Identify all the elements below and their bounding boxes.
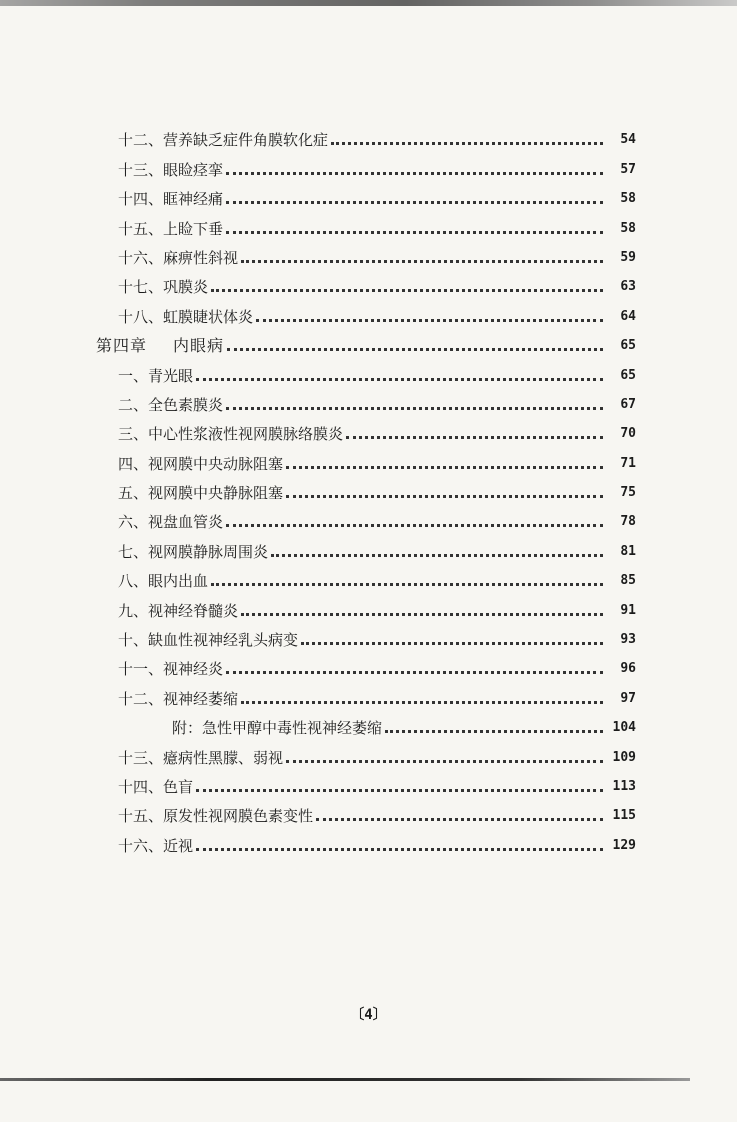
dot-leader: [241, 701, 603, 704]
toc-entry[interactable]: [96, 620, 636, 649]
chapter-number: 第四章: [96, 336, 148, 356]
toc-entry[interactable]: [96, 502, 636, 531]
toc-entry-title: 二、全色素膜炎: [118, 395, 224, 414]
toc-entry-page: 63: [620, 279, 636, 295]
toc-entry-page: 97: [620, 690, 636, 706]
toc-entry-page: 67: [620, 396, 636, 412]
toc-entry-title: 十四、眶神经痛: [118, 190, 224, 209]
toc-entry-page: 96: [620, 661, 636, 677]
dot-leader: [226, 231, 603, 234]
page-number: 〔4〕: [350, 1007, 387, 1023]
toc-entry[interactable]: [96, 531, 636, 560]
dot-leader: [226, 407, 603, 410]
dot-leader: [241, 613, 603, 616]
dot-leader: [226, 671, 603, 674]
toc-entry-page: 109: [612, 749, 636, 765]
dot-leader: [226, 201, 603, 204]
toc-entry-page: 81: [620, 543, 636, 559]
toc-entry-title: 九、视神经脊髓炎: [118, 601, 239, 620]
dot-leader: [331, 142, 603, 145]
toc-entry[interactable]: [96, 796, 636, 825]
toc-entry-page: 115: [612, 808, 636, 824]
toc-entry-page: 78: [620, 514, 636, 530]
scan-edge-bottom: [0, 1078, 690, 1081]
dot-leader: [211, 289, 603, 292]
toc-entry[interactable]: [96, 179, 636, 208]
toc-entry-page: 71: [620, 455, 636, 471]
toc-entry-page: 58: [620, 191, 636, 207]
toc-entry-page: 64: [620, 308, 636, 324]
dot-leader: [256, 319, 603, 322]
toc-entry-title: 十六、麻痹性斜视: [118, 248, 239, 267]
toc-entry-title: 四、视网膜中央动脉阻塞: [118, 454, 284, 473]
toc-entry-title: 十五、上睑下垂: [118, 219, 224, 238]
dot-leader: [196, 789, 603, 792]
dot-leader: [286, 466, 603, 469]
toc-entry[interactable]: [96, 414, 636, 443]
toc-entry-page: 54: [620, 132, 636, 148]
toc-entry[interactable]: [96, 267, 636, 296]
dot-leader: [385, 730, 603, 733]
toc-entry-page: 75: [620, 485, 636, 501]
toc-entry[interactable]: [96, 737, 636, 766]
toc-entry-page: 113: [612, 778, 636, 794]
toc-entry-title: 十、缺血性视神经乳头病变: [118, 631, 299, 650]
dot-leader: [301, 642, 603, 645]
toc-entry[interactable]: [96, 355, 636, 384]
dot-leader: [316, 818, 603, 821]
toc-entry-title: 一、青光眼: [118, 366, 194, 385]
toc-entry[interactable]: [96, 678, 636, 707]
toc-entry-page: 65: [620, 338, 636, 354]
toc-entry[interactable]: [96, 767, 636, 796]
dot-leader: [346, 436, 603, 439]
dot-leader: [226, 172, 603, 175]
toc-entry[interactable]: [96, 825, 636, 854]
toc-entry[interactable]: [96, 238, 636, 267]
toc-entry-title: 八、眼内出血: [118, 572, 209, 591]
toc-appendix-entry[interactable]: [96, 708, 636, 737]
toc-entry-title: 附：急性甲醇中毒性视神经萎缩: [172, 719, 383, 738]
dot-leader: [196, 378, 603, 381]
toc-entry-page: 65: [620, 367, 636, 383]
toc-entry-title: 十二、营养缺乏症件角膜软化症: [118, 131, 329, 150]
dot-leader: [286, 495, 603, 498]
toc-entry-page: 57: [620, 161, 636, 177]
toc-entry-page: 93: [620, 632, 636, 648]
toc-entry-title: 六、视盘血管炎: [118, 513, 224, 532]
scan-edge-top: [0, 0, 737, 6]
toc-entry[interactable]: [96, 296, 636, 325]
toc-entry-title: 十七、巩膜炎: [118, 278, 209, 297]
dot-leader: [211, 583, 603, 586]
toc-entry[interactable]: [96, 649, 636, 678]
toc-entry-title: 十三、眼睑痉挛: [118, 160, 224, 179]
toc-entry-title: 十六、近视: [118, 836, 194, 855]
toc-entry-page: 91: [620, 602, 636, 618]
toc-entry-page: 58: [620, 220, 636, 236]
toc-entry[interactable]: [96, 208, 636, 237]
toc-entry-title: 七、视网膜静脉周围炎: [118, 542, 269, 561]
toc-entry-page: 129: [612, 837, 636, 853]
toc-entry-title: 十三、癔病性黑朦、弱视: [118, 748, 284, 767]
toc-entry[interactable]: [96, 443, 636, 472]
toc-entry-title: 十二、视神经萎缩: [118, 689, 239, 708]
toc-entry-page: 59: [620, 249, 636, 265]
toc-entry[interactable]: [96, 149, 636, 178]
dot-leader: [226, 524, 603, 527]
toc-entry-title: 十四、色盲: [118, 777, 194, 796]
dot-leader: [227, 348, 603, 351]
dot-leader: [271, 554, 603, 557]
dot-leader: [241, 260, 603, 263]
toc-entry-title: 十八、虹膜睫状体炎: [118, 307, 254, 326]
toc-entry[interactable]: [96, 473, 636, 502]
chapter-title: 内眼病: [173, 336, 225, 356]
dot-leader: [196, 848, 603, 851]
table-of-contents: [96, 120, 636, 855]
toc-entry-title: 十五、原发性视网膜色素变性: [118, 807, 314, 826]
toc-entry[interactable]: [96, 385, 636, 414]
toc-entry-title: 十一、视神经炎: [118, 660, 224, 679]
toc-entry-page: 104: [612, 720, 636, 736]
toc-entry[interactable]: [96, 120, 636, 149]
toc-chapter-heading[interactable]: [96, 326, 636, 355]
toc-entry-title: 五、视网膜中央静脉阻塞: [118, 484, 284, 503]
toc-entry-page: 70: [620, 426, 636, 442]
toc-entry-title: 三、中心性浆液性视网膜脉络膜炎: [118, 425, 344, 444]
toc-entry[interactable]: [96, 561, 636, 590]
dot-leader: [286, 760, 603, 763]
toc-entry[interactable]: [96, 590, 636, 619]
toc-entry-page: 85: [620, 573, 636, 589]
